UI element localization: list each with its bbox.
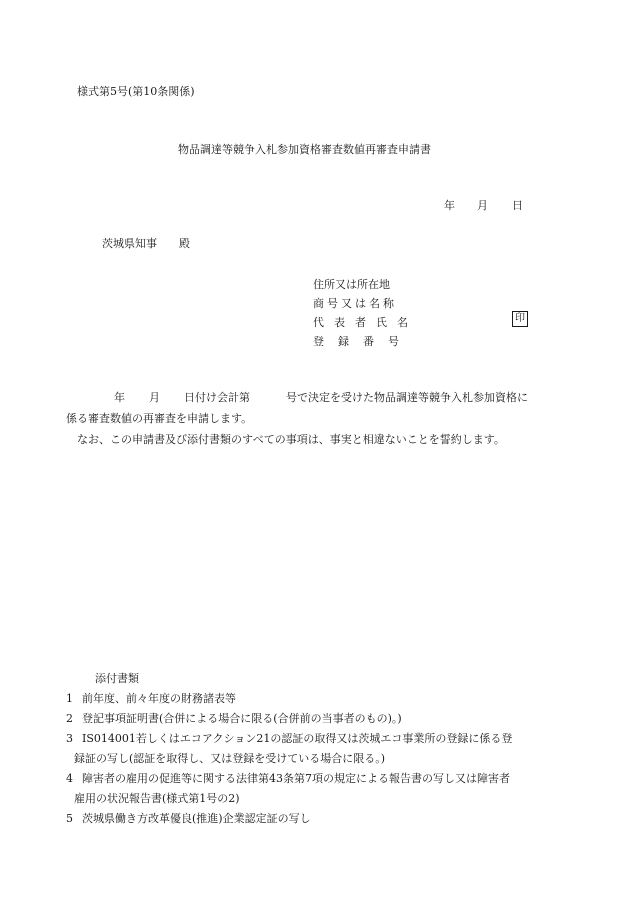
addressee (102, 236, 190, 251)
date-day: 日 (512, 199, 523, 212)
form-number: 様式第5号(第10条関係) (77, 85, 195, 98)
attachment-number: 4 (66, 772, 73, 785)
date-year: 年 (444, 199, 455, 212)
attachment-item (66, 689, 556, 709)
company-name-label: 商号又は名称 (313, 296, 397, 310)
attachment-number: 2 (66, 712, 73, 725)
attachment-text: 茨城県働き方改革優良(推進)企業認定証の写し (82, 812, 311, 825)
addressee-name: 茨城県知事 (102, 237, 157, 250)
attachment-continuation: 雇用の状況報告書(様式第1号の2) (74, 792, 240, 805)
attachment-number: 3 (66, 732, 73, 745)
statement-month: 月 (149, 391, 160, 404)
statement-year: 年 (114, 391, 125, 404)
statement-line-1 (66, 387, 556, 408)
application-statement (66, 387, 556, 450)
attachment-text: 登記事項証明書(合併による場合に限る(合併前の当事者のもの)。) (82, 712, 402, 725)
attachment-item (66, 769, 556, 789)
attachment-item (66, 729, 556, 749)
registration-number-label: 登録番号 (313, 334, 413, 348)
attachments-heading: 添付書類 (95, 672, 139, 685)
attachment-item (66, 709, 556, 729)
address-label: 住所又は所在地 (313, 277, 390, 291)
date-month: 月 (477, 199, 488, 212)
statement-line-3: なお、この申請書及び添付書類のすべての事項は、事実と相違ないことを誓約します。 (77, 433, 505, 446)
attachments-section (66, 669, 556, 829)
applicant-block (313, 275, 418, 351)
attachment-item (66, 809, 556, 829)
statement-line-1-end: 号で決定を受けた物品調達等競争入札参加資格に (286, 391, 528, 404)
representative-label: 代表者氏名 (313, 315, 418, 329)
attachment-number: 1 (66, 692, 73, 705)
document-title: 物品調達等競争入札参加資格審査数値再審査申請書 (178, 143, 431, 156)
date-line (444, 198, 523, 213)
addressee-honorific: 殿 (179, 237, 190, 250)
attachment-text: 障害者の雇用の促進等に関する法律第43条第7項の規定による報告書の写し又は障害者 (82, 772, 510, 785)
statement-line-2: 係る審査数値の再審査を申請します。 (66, 412, 253, 425)
statement-ref: 日付け会計第 (184, 391, 250, 404)
seal-mark: 印 (512, 311, 528, 327)
attachment-text: IS014001若しくはエコアクション21の認証の取得又は茨城エコ事業所の登録に係る登 (82, 732, 513, 745)
attachment-number: 5 (66, 812, 73, 825)
attachment-text: 前年度、前々年度の財務諸表等 (82, 692, 236, 705)
attachment-continuation: 録証の写し(認証を取得し、又は登録を受けている場合に限る。) (74, 752, 386, 765)
